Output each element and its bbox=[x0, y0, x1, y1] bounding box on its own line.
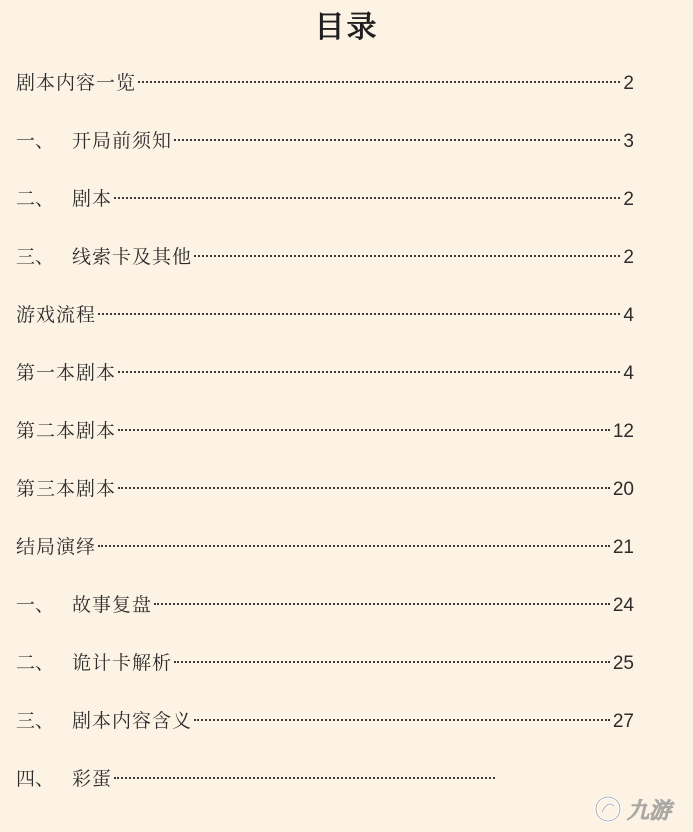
toc-entry-label: 故事复盘 bbox=[72, 594, 153, 616]
toc-list bbox=[16, 54, 634, 808]
toc-entry[interactable] bbox=[16, 692, 634, 750]
toc-entry-page: 20 bbox=[612, 479, 634, 500]
dot-leader bbox=[154, 603, 610, 605]
toc-entry[interactable] bbox=[16, 344, 634, 402]
toc-entry-number: 二、 bbox=[16, 188, 55, 210]
toc-entry[interactable] bbox=[16, 54, 634, 112]
toc-entry-page: 4 bbox=[623, 363, 634, 384]
toc-entry-label: 结局演绎 bbox=[16, 536, 97, 558]
toc-entry-number: 二、 bbox=[16, 652, 55, 674]
toc-entry-label: 彩蛋 bbox=[72, 768, 113, 790]
toc-entry-page: 2 bbox=[623, 73, 634, 94]
toc-entry-number: 一、 bbox=[16, 594, 55, 616]
dot-leader bbox=[118, 429, 610, 431]
toc-entry-page: 21 bbox=[612, 537, 634, 558]
watermark-text: 九游 bbox=[627, 798, 672, 824]
toc-entry-number: 三、 bbox=[16, 246, 55, 268]
toc-entry-label: 开局前须知 bbox=[72, 130, 173, 152]
dot-leader bbox=[174, 139, 620, 141]
dot-leader bbox=[98, 313, 620, 315]
toc-entry[interactable] bbox=[16, 402, 634, 460]
toc-entry[interactable] bbox=[16, 576, 634, 634]
toc-entry-label: 第二本剧本 bbox=[16, 420, 117, 442]
dot-leader bbox=[114, 777, 495, 779]
toc-entry-label: 游戏流程 bbox=[16, 304, 97, 326]
toc-entry-label: 剧本内容一览 bbox=[16, 72, 137, 94]
dot-leader bbox=[194, 719, 610, 721]
toc-entry-page: 24 bbox=[612, 595, 634, 616]
toc-entry-label: 剧本内容含义 bbox=[72, 710, 193, 732]
toc-entry[interactable] bbox=[16, 286, 634, 344]
toc-entry[interactable] bbox=[16, 228, 634, 286]
toc-entry-page: 4 bbox=[623, 305, 634, 326]
toc-entry-page: 12 bbox=[612, 421, 634, 442]
toc-entry-number: 三、 bbox=[16, 710, 55, 732]
toc-entry[interactable] bbox=[16, 750, 498, 808]
watermark bbox=[593, 792, 683, 826]
toc-entry-label: 剧本 bbox=[72, 188, 113, 210]
dot-leader bbox=[118, 487, 610, 489]
toc-entry-page: 3 bbox=[623, 131, 634, 152]
toc-entry[interactable] bbox=[16, 634, 634, 692]
toc-entry-label: 线索卡及其他 bbox=[72, 246, 193, 268]
toc-entry[interactable] bbox=[16, 112, 634, 170]
toc-entry-page: 2 bbox=[623, 247, 634, 268]
toc-entry-label: 诡计卡解析 bbox=[72, 652, 173, 674]
toc-entry[interactable] bbox=[16, 518, 634, 576]
toc-entry-page: 2 bbox=[623, 189, 634, 210]
toc-entry-number: 一、 bbox=[16, 130, 55, 152]
toc-title: 目录 bbox=[314, 10, 379, 45]
dot-leader bbox=[138, 81, 620, 83]
toc-entry-label: 第三本剧本 bbox=[16, 478, 117, 500]
toc-entry-page: 27 bbox=[612, 711, 634, 732]
dot-leader bbox=[98, 545, 610, 547]
toc-entry-number: 四、 bbox=[16, 768, 55, 790]
dot-leader bbox=[114, 197, 620, 199]
toc-entry[interactable] bbox=[16, 170, 634, 228]
dot-leader bbox=[174, 661, 610, 663]
toc-entry[interactable] bbox=[16, 460, 634, 518]
toc-entry-page: 25 bbox=[612, 653, 634, 674]
dot-leader bbox=[194, 255, 620, 257]
toc-entry-label: 第一本剧本 bbox=[16, 362, 117, 384]
jiuyou-logo-icon bbox=[593, 794, 623, 824]
dot-leader bbox=[118, 371, 620, 373]
